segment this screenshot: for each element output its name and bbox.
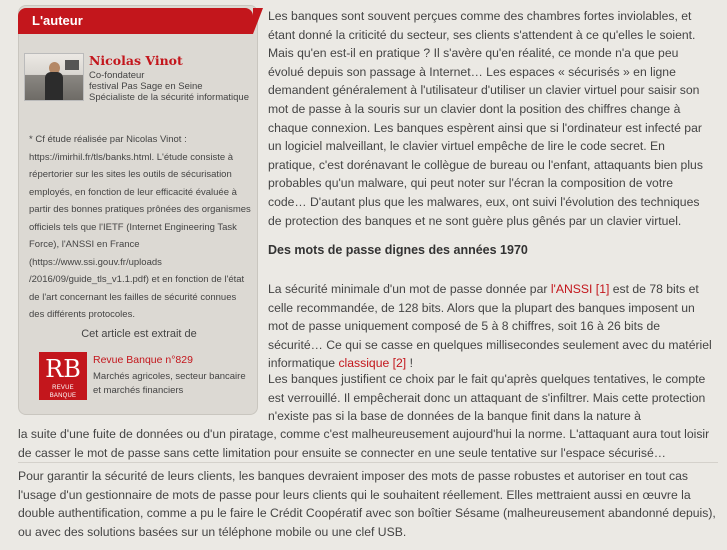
author-footnote: * Cf étude réalisée par Nicolas Vinot : https://imirhil.fr/tls/banks.html. L'étude consiste à répertorier sur les sites les outils de sécurisation employés, en fonction de leur efficacité évaluée à partir des bonnes pratiques prônées des organismes officiels tels que l'IETF (Internet Engineering Task Force), l'ANSSI en France (https://www.ssi.gouv.fr/uploads /2016/09/guide_tls_v1.1.pdf) et en fonction de l'état de l'art concernant les failles de sécurité connues des différents protocoles. (29, 134, 251, 320)
magazine-title-link[interactable]: Revue Banque n°829 (93, 354, 193, 366)
photo-screen (65, 60, 79, 70)
author-box (18, 5, 258, 415)
section-heading: Des mots de passe dignes des années 1970 (268, 243, 528, 257)
author-box-header-label: L'auteur (32, 13, 83, 28)
logo-text: RB (45, 355, 81, 383)
author-photo (24, 53, 84, 101)
author-role-line: Spécialiste de la sécurité informatique (89, 92, 250, 103)
author-role-line: Co-fondateur (89, 70, 145, 81)
article-paragraph: Pour garantir la sécurité de leurs clients, les banques devraient imposer des mots de passe robustes et autoriser en tout cas l'usage d'un gestionnaire de mots de passe pour leurs clients qui le souhaitent réellement. Elles mettraient aussi en œuvre la double authentification, comme a pu le faire le Crédit Coopératif avec son boîtier Sésame (malheureusement abandonné depuis), ou avec des solutions basées sur un téléphone mobile ou une clef USB. (18, 469, 716, 539)
magazine-description: Marchés agricoles, secteur bancaire et marchés financiers (93, 371, 246, 396)
classique-reference-link[interactable]: classique [2] (338, 356, 407, 371)
author-role (89, 70, 249, 103)
author-name[interactable]: Nicolas Vinot (89, 53, 183, 68)
section-divider (18, 462, 718, 463)
paragraph-text: ! (406, 356, 413, 371)
revue-banque-logo[interactable] (39, 352, 87, 400)
author-role-line: festival Pas Sage en Seine (89, 81, 203, 92)
article-paragraph (268, 280, 713, 373)
article-paragraph: Les banques sont souvent perçues comme des chambres fortes inviolables, et étant donné la criticité du secteur, ses clients s'attendent à ce qu'elles le soient. Mais qu'en est-il en pratique ? Il s'avère qu'en réalité, ce monde n'a que peu évolué depuis son passage à Internet… Les espaces « sécurisés » en ligne demandent généralement à l'utilisateur d'utiliser un clavier virtuel pour saisir son mot de passe à la souris sur un clavier dont la position des chiffres change à chaque connexion. Les banques espèrent ainsi que si l'ordinateur est infecté par un logiciel malveillant, le clavier virtuel empêche de lire le code secret. En pratique, c'est dorénavant le collègue de bureau ou l'enfant, attaquants bien plus probables qu'un malware, qui peut noter sur l'écran la composition de votre code… D'autant plus que les malwares, eux, ont suivi l'évolution des techniques de protection des banques et ne sont guère plus gênés par un clavier virtuel. (268, 9, 703, 228)
paragraph-text: est de 78 bits et celle recommandée, de 128 bits. Alors que la plupart des banques imposent un mot de passe uniquement composé de 5 à 8 chiffres, soit 16 à 26 bits de sécurité… Ce qui se casse en quelques millisecondes seulement avec du matériel informatique (268, 282, 712, 371)
photo-body (45, 72, 63, 101)
anssi-reference-link[interactable]: l'ANSSI [1] (550, 282, 610, 296)
article-paragraph-continued: la suite d'une fuite de données ou d'un piratage, comme c'est malheureusement aujourd'hui la norme. L'attaquant aura tout loisir de casser le mot de passe sans cette limitation pour ensuite se connecter en une seule tentative sur l'espace sécurisé… (18, 427, 710, 460)
logo-subtext: REVUE BANQUE (49, 385, 77, 399)
author-box-header (18, 8, 253, 34)
article-paragraph: Les banques justifient ce choix par le fait qu'après quelques tentatives, le compte est verrouillé. Il empêcherait donc un attaquant de s'infiltrer. Mais cette protection n'existe pas si la base de données de la banque finit dans la nature à (268, 372, 706, 424)
paragraph-text: La sécurité minimale d'un mot de passe donnée par (268, 282, 551, 296)
extract-label: Cet article est extrait de (81, 328, 197, 340)
